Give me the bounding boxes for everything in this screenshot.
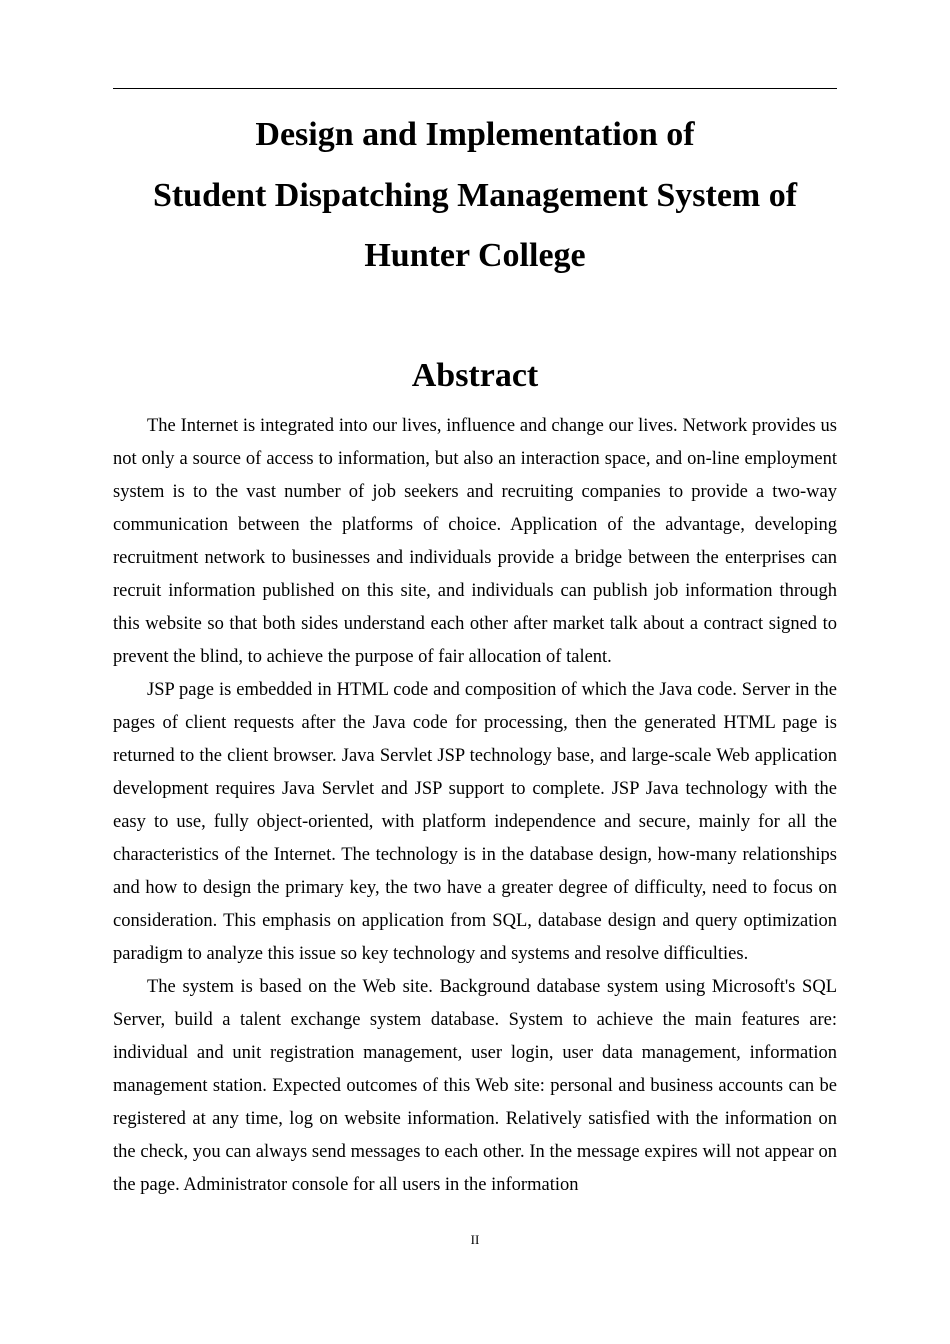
abstract-paragraph-3: The system is based on the Web site. Background database system using Microsoft's SQL Server, build a talent exchange system database. System to achieve the main features are: individual and unit registration management, user login, user data management, information management station. Expected outcomes of this Web site: personal and business accounts can be registered at any time, log on website information. Relatively satisfied with the information on the check, you can always send messages to each other. In the message expires will not appear on the page. Administrator console for all users in the information xyxy=(113,977,837,1195)
title-line-1: Design and Implementation of xyxy=(255,116,695,153)
document-title xyxy=(113,105,837,287)
title-line-2: Student Dispatching Management System of xyxy=(152,176,798,214)
abstract-heading: Abstract xyxy=(411,357,539,394)
page-number: II xyxy=(470,1232,480,1247)
abstract-paragraph-1: The Internet is integrated into our lives, influence and change our lives. Network provides us not only a source of access to information, but also an interaction space, and on-line employment system is to the vast number of job seekers and recruiting companies to provide a two-way communication between the platforms of choice. Application of the advantage, developing recruitment network to businesses and individuals provide a bridge between the enterprises can recruit information published on this site, and individuals can publish job information through this website so that both sides understand each other after market talk about a contract signed to prevent the blind, to achieve the purpose of fair allocation of talent. xyxy=(113,416,837,667)
abstract-body xyxy=(113,410,837,1202)
header-rule xyxy=(113,88,837,89)
title-line-3: Hunter College xyxy=(364,237,586,274)
abstract-paragraph-2: JSP page is embedded in HTML code and composition of which the Java code. Server in the pages of client requests after the Java code for processing, then the generated HTML page is returned to the client browser. Java Servlet JSP technology base, and large-scale Web application development requires Java Servlet and JSP support to complete. JSP Java technology with the easy to use, fully object-oriented, with platform independence and secure, mainly for all the characteristics of the Internet. The technology is in the database design, how-many relationships and how to design the primary key, the two have a greater degree of difficulty, need to focus on consideration. This emphasis on application from SQL, database design and query optimization paradigm to analyze this issue so key technology and systems and resolve difficulties. xyxy=(113,680,837,964)
